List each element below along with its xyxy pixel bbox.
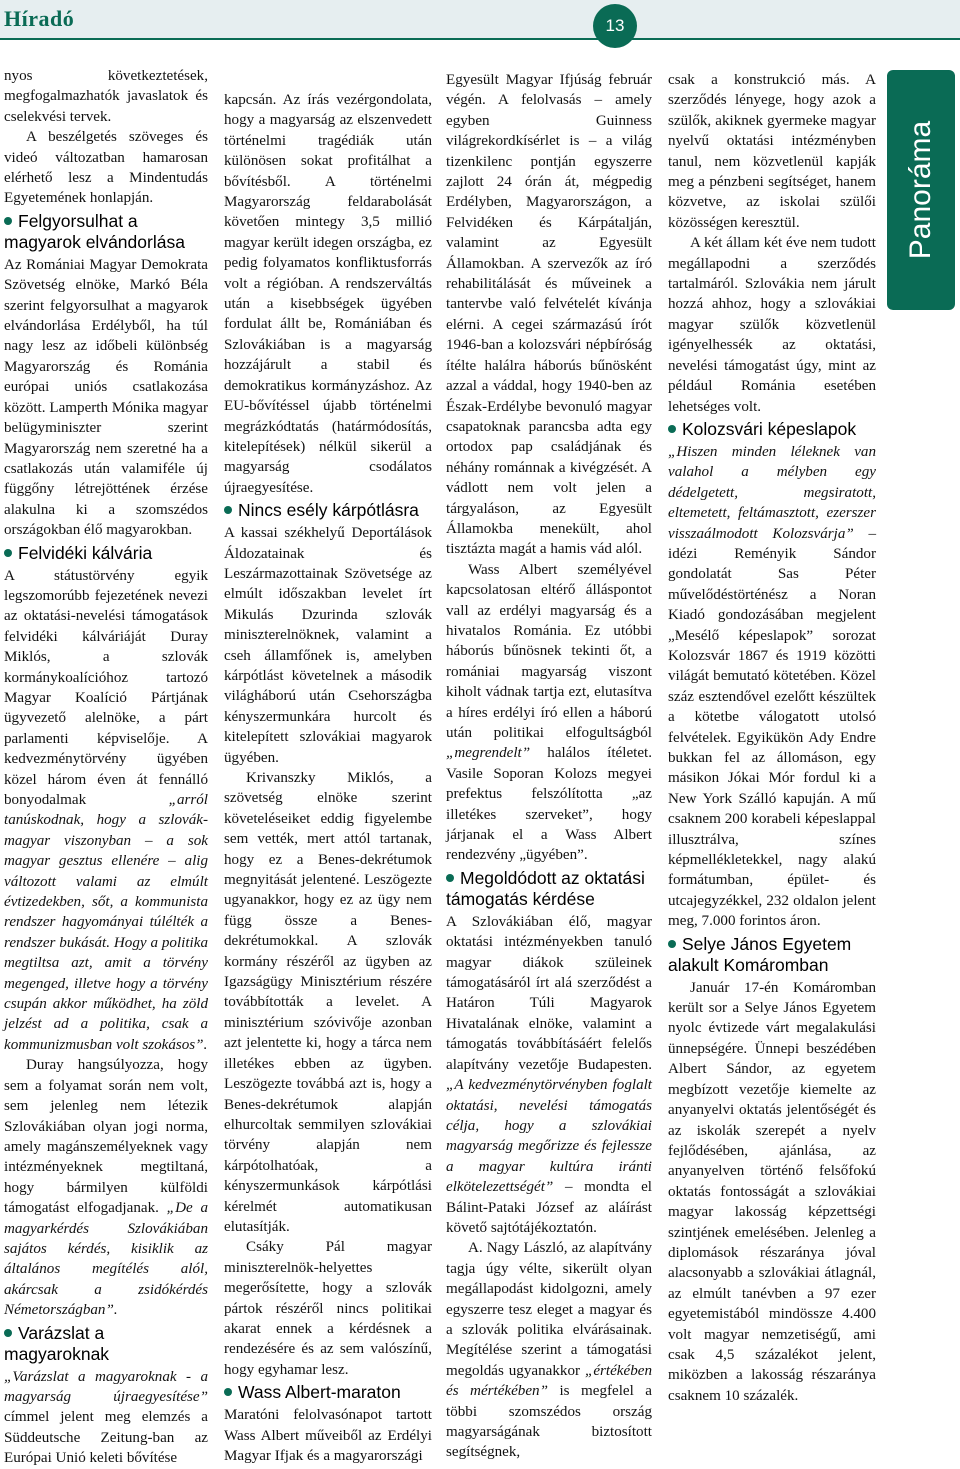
paragraph bbox=[446, 1238, 652, 1462]
bullet-icon bbox=[224, 506, 232, 514]
text-run: A. Nagy László, az alapítvány tagja úgy vélte, sikerült olyan megállapodást kidolgozni, amely egyszerre tesz eleget a magyar és a szlovák politika elvárásainak. Megítélése szerint a támogatási megoldás ugyanakkor bbox=[446, 1240, 652, 1379]
paragraph bbox=[668, 442, 876, 932]
paragraph: kapcsán. Az írás vezérgondolata, hogy a magyarság az elszenvedett történelmi tragédiák után különösen sokat profitálhat a bővítésből. A történelmi Magyarország feldarabolását követően mintegy 3,5 millió magyar került idegen országba, ez pedig folyamatos konfliktusforrás volt a régióban. A rendszerváltás után a kisebbségek ügyében fordulat állt be, Romániában és Szlovákiában is a magyarság hozzájárult a stabil és demokratikus kormányzáshoz. Az EU-bővítéssel újabb történelmi megrázkódtatás (határmódosítás, kitelepítések) nélkül sikerül a magyarság csodálatos újraegyesítése. bbox=[224, 92, 432, 496]
heading-text: Felgyorsulhat a magyarok elvándorlása bbox=[4, 210, 185, 252]
section-heading bbox=[4, 211, 208, 253]
page-number-badge: 13 bbox=[593, 4, 637, 48]
paragraph bbox=[446, 560, 652, 866]
bullet-icon bbox=[668, 940, 676, 948]
paragraph: Krivanszky Miklós, a szövetség elnöke szerint követeléseiket eddig figyelembe sem vették, mert attól tartanak, hogy ez a Benes-dekrétumok megnyitását jelentené. Leszögezte ugyanakkor, hogy ez az ügy nem függ össze a Benes-dekrétumokkal. A szlovák kormány részéről az ügyben az Igazságügy Minisztérium részére továbbították a levelet. A minisztérium szóvivője azonban azt jelentette ki, hogy a tárca nem illetékes ebben az ügyben. Leszögezte továbbá azt is, hogy a Benes-dekrétumok alapján elhurcoltak semmilyen szlovákiai törvény alapján nem kárpótolhatóak, a kényszermunkások kárpótlási kérelmét automatikusan elutasítják. bbox=[224, 770, 432, 1235]
section-label: Panoráma bbox=[904, 120, 937, 260]
quote-run: „Hiszen minden léleknek van valahol a mélyben egy dédelgetett, megsiratott, eltemetett, feltámasztott, ezerszer visszaálmodott Kolozsvárja” bbox=[668, 443, 876, 542]
heading-text: Felvidéki kálvária bbox=[18, 542, 153, 563]
section-heading bbox=[668, 934, 876, 976]
column-1 bbox=[4, 66, 208, 1469]
quote-run: „arról tanúskodnak, hogy a szlovák-magyar viszonyban – a sok magyar gesztus ellenére – alig változott valami az elmúlt évtizedekben, sőt, a kommunista rendszer hagyományai túlélték a rendszer bukását. Hogy a politika megtiltsa azt, amit a törvény megenged, illetve hogy a törvény csupán akkor működhet, ha zöld jelzést ad a politika, csak a kommunizmusban volt szokásos”. bbox=[4, 792, 208, 1053]
text-run: A Szlovákiában élő, magyar oktatási intézményekben tanuló magyar diákok szüleinek támogatásáról írt alá szerződést a Határon Túli Magyarok Hivatalának elnöke, valamint a támogatás továbbításáért felelős alapítvány vezetője Budapesten. bbox=[446, 913, 652, 1073]
publication-title: Híradó bbox=[4, 6, 75, 31]
paragraph: nyos következtetések, megfogalmazhatók javaslatok és cselekvési tervek. bbox=[4, 68, 208, 125]
section-heading bbox=[4, 543, 208, 564]
paragraph bbox=[4, 566, 208, 1056]
quote-run: „Varázslat a magyaroknak - a magyarság újraegyesítése” bbox=[4, 1368, 208, 1405]
text-run: címmel jelent meg elemzés a Süddeutsche Zeitung-ban az Európai Unió keleti bővítése bbox=[4, 1409, 208, 1467]
paragraph: Január 17-én Komáromban került sor a Selye János Egyetem nyolc évtizede várt megalakulási ünnepségére. Ünnepi beszédében Albert Sándor, az egyetem megbízott vezetője kiemelte az anyanyelvi oktatás jelentőségét és az iskolák szerepét a nyelv fejlődésében, ajánlása, az anyanyelven történő felsőfokú oktatás fontosságát a szlovákiai magyar lakosság képzettségi szintjének emelésében. Jelenleg a diplomások részaránya jóval alacsonyabb a szlovákiai átlagnál, az elmúlt tanévben a 97 ezer egyetemistából mindössze 4.400 volt magyar nemzetiségű, ami csak 4,5 százalékot jelent, miközben a lakosság részaránya csaknem 10 százalék. bbox=[668, 979, 876, 1404]
bullet-icon bbox=[446, 874, 454, 882]
bullet-icon bbox=[4, 1329, 12, 1337]
column-3 bbox=[446, 70, 652, 1463]
paragraph: Csáky Pál magyar miniszterelnök-helyettes megerősítette, hogy a szlovák pártok részéről nincs politikai akarat ennek a kérdésnek a rendezésére és az sem valószínű, hogy egyhamar lesz. bbox=[224, 1239, 432, 1378]
paragraph: Egyesült Magyar Ifjúság február végén. A felolvasás – amely egyben Guinness világrekordkísérlet is – a világ tizenkilenc pontján egyszerre zajlott 24 órán át, mégpedig Erdélyben, Magyarországon, a Felvidéken és Kárpátalján, valamint az Egyesült Államokban. A szervezők az író rehabilitálását és műveinek a tantervbe való felvételét kívánja elérni. A cegei származású írót 1946-ban a kolozsvári népbíróság ítélte halálra háborús bűnösként azzal a váddal, hogy 1940-ben az Észak-Erdélybe bevonuló magyar csapatoknak parancsba adta egy ortodox pap családjának és néhány románnak a kivégzését. A vádlott nem volt jelen a tárgyaláson, az Egyesült Államokba menekült, ahol tisztázta magát a hamis vád alól. bbox=[446, 72, 652, 558]
page-header bbox=[0, 0, 960, 48]
paragraph: A beszélgetés szöveges és videó változatban hamarosan elérhető lesz a Mindentudás Egyetemének honlapján. bbox=[4, 129, 208, 207]
paragraph bbox=[4, 1055, 208, 1320]
bullet-icon bbox=[224, 1388, 232, 1396]
heading-text: Wass Albert-maraton bbox=[238, 1382, 401, 1403]
text-run: – mondta el Bálint-Pataki József az aláírást követő sajtótájékoztatón. bbox=[446, 1179, 652, 1236]
section-heading bbox=[4, 1323, 208, 1365]
paragraph: A két állam két éve nem tudott megállapodni a szerződés tartalmáról. Szlovákia nem járult hozzá ahhoz, hogy a szlovákiai magyar szülők közvetlenül igényelhessék az oktatási, nevelési támogatást úgy, mint az például Románia esetében lehetséges volt. bbox=[668, 235, 876, 415]
quote-run: „De a magyarkérdés Szlovákiában sajátos kérdés, kisiklik az általános megítélés alól, akárcsak a zsidókérdés Németországban”. bbox=[4, 1200, 208, 1319]
heading-text: Kolozsvári képeslapok bbox=[682, 418, 857, 439]
column-2 bbox=[224, 90, 432, 1466]
text-run: halálos ítéletet. Vasile Soporan Kolozs megyei prefektus felszólította „az illetékes szerveket”, hogy járjanak el a Wass Albert rendezvény „ügyében”. bbox=[446, 745, 652, 864]
bullet-icon bbox=[4, 217, 12, 225]
heading-text: Varázslat a magyaroknak bbox=[4, 1322, 110, 1364]
bullet-icon bbox=[668, 425, 676, 433]
heading-text: Selye János Egyetem alakult Komáromban bbox=[668, 933, 852, 975]
section-heading bbox=[446, 868, 652, 910]
quote-run: „megrendelt” bbox=[446, 745, 531, 762]
paragraph: csak a konstrukció más. A szerződés lényege, hogy azok a szülők, akiknek gyermeke magyar nyelvű oktatási intézményben tanul, nem közvetlenül kapják meg a pénzbeni segítséget, hanem közvetve, az iskolai szülői közösségen keresztül. bbox=[668, 72, 876, 231]
heading-text: Nincs esély kárpótlásra bbox=[238, 500, 419, 521]
text-run: – idézi Reményik Sándor gondolatát Sas Péter művelődéstörténész a Noran Kiadó gondozásában megjelent „Mesélő képeslapok” sorozat Kolozsvár 1867 és 1919 közötti világát bemutató kötetében. Közel száz esztendővel ezelőtt készültek a kötetbe válogatott utolsó felvételek. Egyikükön Ady Endre bukkan fel az állomáson, egy másikon Jókai Mór fordul ki a New York Szálló kapuján. A mű csaknem 200 korabeli képeslappal illusztrálva, színes képmellékletekkel, nagy alakú formátumban, épület- és utcajegyzékkel, 232 oldalon jelent meg, 7.000 forintos áron. bbox=[668, 525, 876, 930]
paragraph bbox=[4, 1367, 208, 1469]
paragraph bbox=[446, 912, 652, 1239]
section-heading bbox=[224, 1382, 432, 1403]
header-bar bbox=[0, 0, 960, 38]
text-run: Wass Albert személyével kapcsolatosan eltérő álláspontot vall az erdélyi magyarság és a hivatalos Románia. Ez utóbbi háborús bűnösnek tekinti őt, a romániai magyarság viszont kiholt vádnak tartja ezt, elutasítva a híres erdélyi író ellen a háború után politikai elfogultságból bbox=[446, 561, 652, 741]
section-tab bbox=[887, 70, 955, 310]
heading-text: Megoldódott az oktatási támogatás kérdése bbox=[446, 867, 645, 909]
column-4 bbox=[668, 70, 876, 1406]
paragraph: Az Romániai Magyar Demokrata Szövetség elnöke, Markó Béla szerint felgyorsulhat a magyarok elvándorlása Erdélyből, ha túl nagy lesz az időbeli különbség Magyarország és Románia európai uniós csatlakozása között. Lamperth Mónika magyar belügyminiszter szerint Magyarország nem szeretné ha a csatlakozás után valamiféle új függőny létrejöttének érzése alakulna ki a szomszédos országokban élő magyarokban. bbox=[4, 256, 208, 539]
section-heading bbox=[668, 419, 876, 440]
quote-run: „A kedvezménytörvényben foglalt oktatási, nevelési támogatás célja, hogy a szlovákiai magyarság megőrizze és fejlessze a magyar kultúra iránti elkötelezettségét” bbox=[446, 1077, 652, 1196]
paragraph: A kassai székhelyű Deportálások Áldozatainak és Leszármazottainak Szövetsége az elmúlt időszakban levelet írt Mikulás Dzurinda szlovák miniszterelnöknek, valamint a cseh államfőnek is, amelyben kárpótlást követelnek a második világháború után Csehországba kényszermunkára hurcolt és kitelepített szlovákiai magyarok ügyében. bbox=[224, 525, 432, 766]
header-rule bbox=[0, 38, 960, 40]
bullet-icon bbox=[4, 549, 12, 557]
text-run: A státustörvény egyik legszomorúbb fejezetének nevezi az oktatási-nevelési támogatások felvidéki kálváriáját Duray Miklós, a szlovák kormánykoalícióhoz tartozó Magyar Koalíció Pártjának ügyvezető alelnöke, a párt parlamenti képviselője. A kedvezménytörvény ügyében közel három éven át fennálló bonyodalmak bbox=[4, 567, 208, 808]
text-run: is megfelel a többi szomszédos ország magyarságának biztosított segítségnek, bbox=[446, 1383, 652, 1461]
paragraph: Maratóni felolvasónapot tartott Wass Albert műveiből az Erdélyi Magyar Ifjak és a magyarországi bbox=[224, 1407, 432, 1464]
text-run: Duray hangsúlyozza, hogy sem a folyamat során nem volt, sem jelenleg nem létezik Szlovákiában olyan jogi norma, amely magánszemélyeknek vagy intézményeknek megtiltaná, hogy bármilyen külföldi támogatást elfogadjanak. bbox=[4, 1057, 208, 1217]
section-heading bbox=[224, 500, 432, 521]
quote-run: „értékében és mértékében” bbox=[446, 1362, 652, 1400]
